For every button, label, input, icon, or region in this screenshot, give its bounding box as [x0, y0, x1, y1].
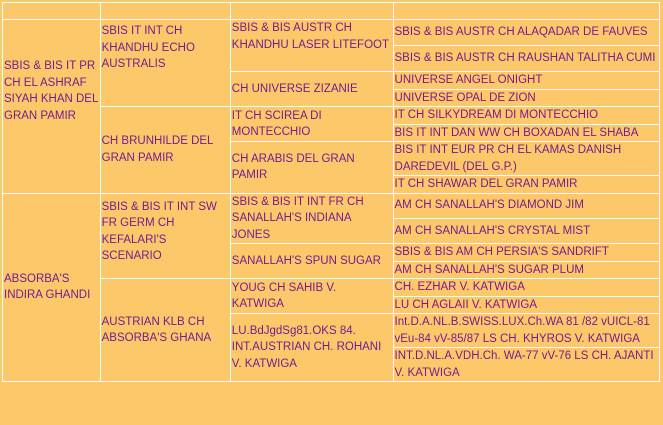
dam-dam-dam-cell: LU.BdJgdSg81.OKS 84. INT.AUSTRIAN CH. ROHANI V. KATWIGA	[230, 314, 393, 382]
sire-dam-cell: CH BRUNHILDE DEL GRAN PAMIR	[100, 107, 230, 194]
sire-cell: SBIS & BIS IT PR CH EL ASHRAF SIYAH KHAN DEL GRAN PAMIR	[3, 20, 101, 194]
ancestor-cell-2: SBIS & BIS AUSTR CH RAUSHAN TALITHA CUMI	[393, 46, 659, 72]
ancestor-cell-15: Int.D.A.NL.B.SWISS.LUX.Ch.WA 81 /82 vUICL-81 vEu-84 vV-85/87 LS CH. KHYROS V. KATWIGA	[393, 314, 659, 348]
dam-dam-sire-cell: YOUG CH SAHIB V. KATWIGA	[230, 279, 393, 314]
dam-sire-cell: SBIS & BIS IT INT SW FR GERM CH KEFALARI'S SCENARIO	[100, 193, 230, 279]
ancestor-cell-10: AM CH SANALLAH'S CRYSTAL MIST	[393, 218, 659, 243]
sire-dam-dam-cell: CH ARABIS DEL GRAN PAMIR	[230, 142, 393, 194]
header-cell-4	[393, 3, 659, 20]
ancestor-cell-4: UNIVERSE OPAL DE ZION	[393, 89, 659, 107]
ancestor-cell-16: INT.D.NL.A.VDH.Ch. WA-77 vV-76 LS CH. AJANTI V. KATWIGA	[393, 348, 659, 382]
header-cell-3	[230, 3, 393, 20]
ancestor-cell-9: AM CH SANALLAH'S DIAMOND JIM	[393, 193, 659, 218]
ancestor-cell-7: BIS IT INT EUR PR CH EL KAMAS DANISH DAREDEVIL (DEL G.P.)	[393, 142, 659, 176]
dam-dam-cell: AUSTRIAN KLB CH ABSORBA'S GHANA	[100, 279, 230, 382]
dam-cell: ABSORBA'S INDIRA GHANDI	[3, 193, 101, 382]
ancestor-cell-8: IT CH SHAWAR DEL GRAN PAMIR	[393, 176, 659, 194]
sire-sire-dam-cell: CH UNIVERSE ZIZANIE	[230, 72, 393, 107]
sire-sire-cell: SBIS IT INT CH KHANDHU ECHO AUSTRALIS	[100, 20, 230, 107]
ancestor-cell-5: IT CH SILKYDREAM DI MONTECCHIO	[393, 107, 659, 125]
ancestor-cell-11: SBIS & BIS AM CH PERSIA'S SANDRIFT	[393, 244, 659, 262]
ancestor-cell-3: UNIVERSE ANGEL ONIGHT	[393, 72, 659, 90]
ancestor-cell-12: AM CH SANALLAH'S SUGAR PLUM	[393, 261, 659, 279]
pedigree-table	[2, 2, 660, 382]
sire-sire-sire-cell: SBIS & BIS AUSTR CH KHANDHU LASER LITEFOOT	[230, 20, 393, 72]
ancestor-cell-13: CH. EZHAR V. KATWIGA	[393, 279, 659, 297]
ancestor-cell-6: BIS IT INT DAN WW CH BOXADAN EL SHABA	[393, 124, 659, 142]
sire-dam-sire-cell: IT CH SCIREA DI MONTECCHIO	[230, 107, 393, 142]
header-cell-2	[100, 3, 230, 20]
ancestor-cell-14: LU CH AGLAII V. KATWIGA	[393, 296, 659, 314]
header-cell-1	[3, 3, 101, 20]
header-row	[3, 3, 660, 20]
dam-sire-dam-cell: SANALLAH'S SPUN SUGAR	[230, 244, 393, 279]
ancestor-cell-1: SBIS & BIS AUSTR CH ALAQADAR DE FAUVES	[393, 20, 659, 46]
dam-sire-sire-cell: SBIS & BIS IT INT FR CH SANALLAH'S INDIANA JONES	[230, 193, 393, 244]
